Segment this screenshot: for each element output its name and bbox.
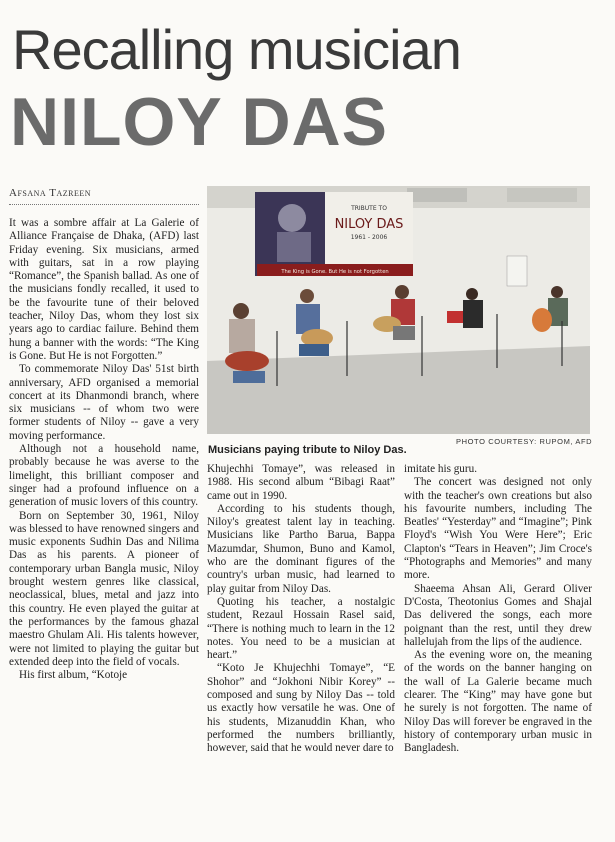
concert-photo <box>207 186 590 434</box>
byline: Afsana Tazreen <box>9 187 91 199</box>
headline-line1: Recalling musician <box>12 18 461 81</box>
banner-years: 1961 - 2006 <box>350 234 388 241</box>
paragraph: According to his students though, Niloy's greatest talent lay in teaching. Musicians like Partho Barua, Bappa Mazumdar, Shumon, Buno and Kamol, who are the dominant figures of the country's urban music, had learned to play guitar from Niloy Das. <box>207 502 395 595</box>
article-column-2 <box>207 463 395 756</box>
banner-quote: The King is Gone. But He is not Forgotten <box>281 269 389 275</box>
paragraph: imitate his guru. <box>404 463 478 475</box>
paragraph: Although not a household name, probably because he was averse to the limelight, this brilliant composer and singer had a profound influence on a generation of music lovers of this country. <box>9 443 199 509</box>
paragraph: Quoting his teacher, a nostalgic student, Rezaul Hossain Rasel said, “There is nothing much to learn in the 12 notes. You need to be a musician at heart.” <box>207 595 395 662</box>
photo-caption: Musicians paying tribute to Niloy Das. <box>208 444 407 456</box>
paragraph: To commemorate Niloy Das' 51st birth anniversary, AFD organised a memorial concert at its Dhanmondi branch, where six musicians -- of whom two were former students of Niloy -- gave a very moving performance. <box>9 363 199 442</box>
headline-line2: NILOY DAS <box>10 84 389 160</box>
article-column-3 <box>404 463 592 756</box>
byline-divider <box>9 204 199 205</box>
paragraph: Born on September 30, 1961, Niloy was blessed to have renowned singers and music exponents Sudhin Das and Nilima Das as his parents. A pioneer of contemporary urban Bangla music, Niloy brought western genres like classical, neoclassical, blues, metal and jazz into this country. He even played the guitar at the performances by the famous ghazal maestro Ghulam Ali. His talents however, were not limited to playing the guitar but extended deep into the field of vocals. <box>9 509 199 668</box>
paragraph: As the evening wore on, the meaning of the words on the banner hanging on the wall of La Galerie became much clearer. The “King” may have gone but he surely is not forgotten. The name of Niloy Das will forever be engraved in the history of contemporary urban music in Bangladesh. <box>404 649 592 755</box>
paragraph: The concert was designed not only with the teacher's own creations but also his favourite numbers, including The Beatles' “Yesterday” and “Imagine”; Pink Floyd's “Wish You Were Here”; Eric Clapton's “Tears in Heaven”; Jim Croce's “Photographs and Memories” and many more. <box>404 476 592 582</box>
paragraph: It was a sombre affair at La Galerie of Alliance Française de Dhaka, (AFD) last Friday evening. Six musicians, armed with guitars, sat in a row playing “Romance”, the Spanish ballad. As one of the musicians fondly recalled, it used to be the favourite tune of their beloved teacher, Niloy Das, whom they lost six years ago to cardiac failure. Behind them hung a banner with the words: “The King is Gone. But He is not Forgotten.” <box>9 217 199 362</box>
paragraph: Shaeema Ahsan Ali, Gerard Oliver D'Costa, Theotonius Gomes and Shajal Das delivered the songs, each more poignant than the rest, until they drew hallelujah from the lips of the audience. <box>404 582 592 648</box>
banner-title-large: NILOY DAS <box>334 217 404 232</box>
concert-photo-illustration <box>207 186 590 434</box>
paragraph: “Koto Je Khujechhi Tomaye”, “E Shohor” and “Jokhoni Nibir Korey” -- composed and sung by Niloy Das -- told us exactly how versatile he was. One of his students, Mizanuddin Khan, who performed the numbers brilliantly, however, said that he would never dare to <box>207 662 395 755</box>
tribute-banner <box>255 192 413 276</box>
paragraph: His first album, “Kotoje <box>19 669 128 682</box>
photo-credit: PHOTO COURTESY: RUPOM, AFD <box>456 437 593 446</box>
article-column-1 <box>9 217 199 682</box>
banner-title-small: TRIBUTE TO <box>351 205 387 212</box>
paragraph: Khujechhi Tomaye”, was released in 1988. His second album “Bibagi Raat” came out in 1990. <box>207 463 395 502</box>
